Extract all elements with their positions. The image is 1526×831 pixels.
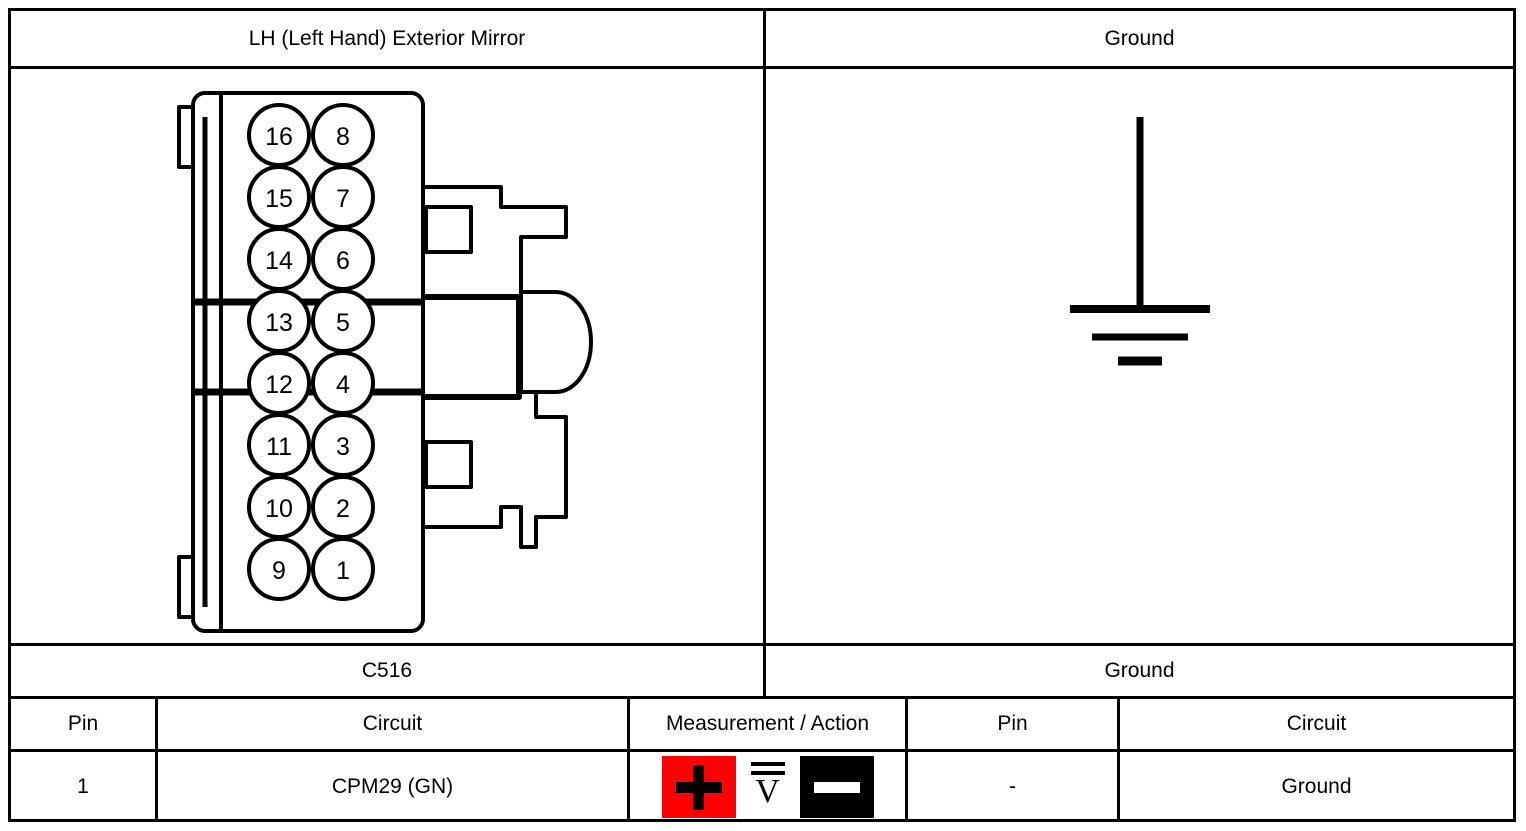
minus-icon: [800, 756, 874, 818]
header-row: [11, 11, 1513, 69]
connector-diagram-panel: [11, 69, 766, 643]
pin-label-6: 6: [336, 247, 350, 275]
cell-circuit-right: Ground: [1281, 775, 1352, 798]
header-left-title: LH (Left Hand) Exterior Mirror: [11, 11, 766, 66]
col-header-pin-left: Pin: [11, 699, 158, 749]
cell-pin-left: 1: [11, 752, 158, 822]
voltmeter-line-top: [751, 762, 785, 766]
voltmeter-icon: [744, 756, 792, 818]
connector-name-left: C516: [11, 646, 766, 696]
measurement-icon-group: [662, 756, 874, 818]
cell-pin-right: -: [908, 752, 1120, 822]
header-right-title: Ground: [1104, 26, 1175, 50]
pin-label-7: 7: [336, 185, 350, 213]
table-row: [11, 752, 1513, 822]
connector-name-right: Ground: [1104, 659, 1175, 682]
pin-label-4: 4: [336, 371, 350, 399]
col-header-circuit-left: Circuit: [158, 699, 630, 749]
ground-drawing: [1020, 109, 1260, 434]
ground-diagram-panel: [766, 69, 1513, 643]
pin-label-2: 2: [336, 495, 350, 523]
col-header-measurement: Measurement / Action: [630, 699, 908, 749]
col-header-pin-right: Pin: [908, 699, 1120, 749]
col-header-circuit-right: Circuit: [1286, 712, 1347, 735]
pin-label-10: 10: [265, 495, 293, 523]
connector-label-row: [11, 646, 1513, 699]
voltmeter-letter: V: [755, 773, 780, 810]
pin-label-14: 14: [265, 247, 293, 275]
pin-label-15: 15: [265, 185, 293, 213]
plus-icon: [662, 756, 736, 818]
diagram-row: [11, 69, 1513, 646]
pin-label-13: 13: [265, 309, 293, 337]
connector-svg: [171, 87, 631, 637]
pin-label-8: 8: [336, 123, 350, 151]
pin-label-5: 5: [336, 309, 350, 337]
pin-label-12: 12: [265, 371, 293, 399]
pin-label-1: 1: [336, 557, 350, 585]
cell-circuit-left: CPM29 (GN): [158, 752, 630, 822]
ground-symbol-icon: [1020, 109, 1260, 429]
diagram-frame: [8, 8, 1516, 822]
pin-label-3: 3: [336, 433, 350, 461]
connector-drawing: [171, 87, 631, 642]
pin-label-16: 16: [265, 123, 293, 151]
table-header-row: [11, 699, 1513, 752]
pin-label-9: 9: [272, 557, 286, 585]
cell-measurement: [630, 752, 908, 822]
pin-label-11: 11: [266, 433, 292, 461]
